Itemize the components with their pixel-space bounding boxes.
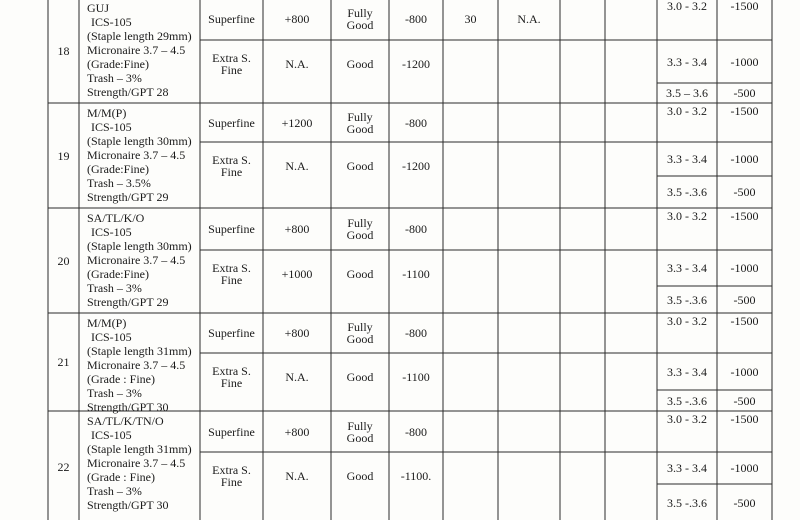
grade-premium: +1000 [281, 267, 313, 281]
variety-description-line: Trash – 3% [87, 484, 142, 498]
quality-rating: Good [346, 332, 374, 346]
micronaire-range: 3.5 -.3.6 [667, 292, 707, 307]
quality-value: -1200 [402, 57, 430, 71]
variety-description-line: ICS-105 [91, 225, 132, 239]
micronaire-range: 3.0 - 3.2 [667, 314, 707, 328]
micronaire-discount: -500 [733, 292, 756, 307]
serial-number: 21 [57, 355, 70, 369]
micronaire-range: 3.3 - 3.4 [667, 461, 707, 475]
quality-value: -1100 [402, 370, 430, 384]
quality-value: -1200 [402, 159, 430, 173]
micronaire-range: 3.0 - 3.2 [667, 209, 707, 223]
variety-description-line: Strength/GPT 28 [87, 85, 169, 99]
variety-description-line: (Grade : Fine) [87, 372, 155, 386]
variety-description-line: (Staple length 30mm) [87, 239, 192, 253]
variety-description-line: (Staple length 31mm) [87, 442, 192, 456]
grade-premium: N.A. [285, 370, 309, 384]
variety-description-line: Micronaire 3.7 – 4.5 [87, 358, 186, 372]
variety-description-line: (Grade : Fine) [87, 470, 155, 484]
quality-value: -1100 [402, 267, 430, 281]
micronaire-range: 3.0 - 3.2 [667, 412, 707, 426]
variety-description-line: Micronaire 3.7 – 4.5 [87, 43, 186, 57]
variety-description-line: Trash – 3% [87, 281, 142, 295]
grade-premium: N.A. [285, 57, 309, 71]
variety-description-line: SA/TL/K/TN/O [87, 414, 164, 428]
variety-description-line: ICS-105 [91, 330, 132, 344]
variety-description-line: Strength/GPT 29 [87, 295, 169, 309]
quality-rating: Good [346, 469, 374, 483]
grade-name: Extra S. [212, 51, 251, 65]
quality-rating: Fully [347, 109, 373, 124]
serial-number: 22 [57, 459, 70, 474]
quality-rating: Good [346, 267, 374, 281]
quality-value: -800 [405, 115, 427, 130]
grade-name: Superfine [208, 115, 255, 130]
quality-value: -800 [405, 326, 427, 340]
micronaire-range: 3.5 -.3.6 [667, 496, 707, 510]
variety-description-line: (Grade:Fine) [87, 57, 149, 71]
micronaire-discount: -1000 [730, 364, 759, 379]
micronaire-discount: -1000 [730, 461, 759, 475]
grade-premium: N.A. [285, 159, 309, 173]
grade-name: Fine [220, 273, 243, 287]
variety-description-line: (Staple length 30mm) [87, 134, 192, 148]
micronaire-discount: -1000 [730, 54, 759, 69]
grade-premium: +1200 [281, 115, 313, 130]
quality-value: -800 [405, 222, 427, 236]
grade-premium: N.A. [285, 469, 309, 483]
micronaire-discount: -1000 [730, 261, 759, 275]
variety-description-line: SA/TL/K/O [87, 211, 145, 225]
variety-description-line: ICS-105 [91, 120, 132, 134]
micronaire-discount: -1500 [730, 104, 759, 118]
grade-premium: +800 [284, 424, 310, 439]
micronaire-range: 3.0 - 3.2 [667, 104, 707, 118]
variety-description-line: Strength/GPT 30 [87, 400, 169, 414]
variety-description-line: Trash – 3% [87, 386, 142, 400]
grade-name: Fine [220, 376, 243, 390]
variety-description-line: M/M(P) [87, 316, 127, 330]
micronaire-discount: -1500 [730, 412, 759, 426]
micronaire-discount: -500 [733, 185, 756, 199]
grade-name: Extra S. [212, 153, 251, 167]
quality-rating: Good [346, 228, 374, 242]
quality-value: -800 [405, 12, 427, 26]
variety-description-line: M/M(P) [87, 106, 127, 120]
grade-premium: +800 [284, 326, 310, 340]
grade-name: Superfine [208, 12, 255, 26]
quality-rating: Fully [347, 418, 373, 433]
grade-premium: +800 [284, 222, 310, 236]
variety-description-line: ICS-105 [91, 15, 132, 29]
quality-value: -1100. [400, 469, 432, 483]
grade-name: Fine [220, 475, 243, 489]
micronaire-discount: -500 [733, 393, 756, 408]
micronaire-range: 3.5 -.3.6 [667, 185, 707, 199]
quality-rating: Good [346, 159, 374, 173]
quality-rating: Fully [347, 320, 373, 334]
grade-name: Extra S. [212, 364, 251, 378]
quality-value: -800 [405, 424, 427, 439]
grade-name: Fine [220, 63, 243, 77]
micronaire-discount: -1500 [730, 209, 759, 223]
serial-number: 19 [57, 148, 70, 163]
variety-description-line: Trash – 3% [87, 71, 142, 85]
extra-value-2: N.A. [517, 12, 541, 26]
grade-name: Superfine [208, 326, 255, 340]
micronaire-discount: -500 [733, 86, 756, 100]
grade-premium: +800 [284, 12, 310, 26]
serial-number: 20 [57, 253, 70, 268]
grade-name: Fine [220, 165, 243, 179]
grade-name: Extra S. [212, 261, 251, 275]
micronaire-range: 3.3 - 3.4 [667, 261, 707, 275]
extra-value: 30 [464, 12, 477, 26]
grade-name: Extra S. [212, 463, 251, 477]
quality-rating: Good [346, 121, 374, 136]
variety-description-line: (Staple length 31mm) [87, 344, 192, 358]
micronaire-discount: -1500 [730, 0, 759, 13]
micronaire-discount: -500 [733, 496, 756, 510]
micronaire-range: 3.5 – 3.6 [666, 86, 708, 100]
variety-description-line: Strength/GPT 30 [87, 498, 169, 512]
micronaire-range: 3.3 - 3.4 [667, 152, 707, 166]
variety-description-line: Strength/GPT 29 [87, 190, 169, 204]
micronaire-range: 3.3 - 3.4 [667, 364, 707, 379]
quality-rating: Good [346, 57, 374, 71]
micronaire-discount: -1000 [730, 152, 759, 166]
micronaire-range: 3.5 -.3.6 [667, 393, 707, 408]
grade-name: Superfine [208, 222, 255, 236]
micronaire-range: 3.3 - 3.4 [667, 54, 707, 69]
grade-name: Superfine [208, 424, 255, 439]
variety-description-line: (Grade:Fine) [87, 267, 149, 281]
serial-number: 18 [57, 43, 70, 58]
quality-rating: Good [346, 430, 374, 445]
variety-description-line: Trash – 3.5% [87, 176, 151, 190]
variety-description-line: (Staple length 29mm) [87, 29, 192, 43]
quality-rating: Fully [347, 6, 373, 20]
variety-description-line: Micronaire 3.7 – 4.5 [87, 253, 186, 267]
variety-description-line: Micronaire 3.7 – 4.5 [87, 148, 186, 162]
variety-description-line: GUJ [87, 1, 110, 15]
variety-description-line: (Grade:Fine) [87, 162, 149, 176]
quality-rating: Good [346, 18, 374, 32]
micronaire-discount: -1500 [730, 314, 759, 328]
quality-rating: Fully [347, 216, 373, 230]
micronaire-range: 3.0 - 3.2 [667, 0, 707, 13]
variety-description-line: Micronaire 3.7 – 4.5 [87, 456, 186, 470]
variety-description-line: ICS-105 [91, 428, 132, 442]
quality-rating: Good [346, 370, 374, 384]
